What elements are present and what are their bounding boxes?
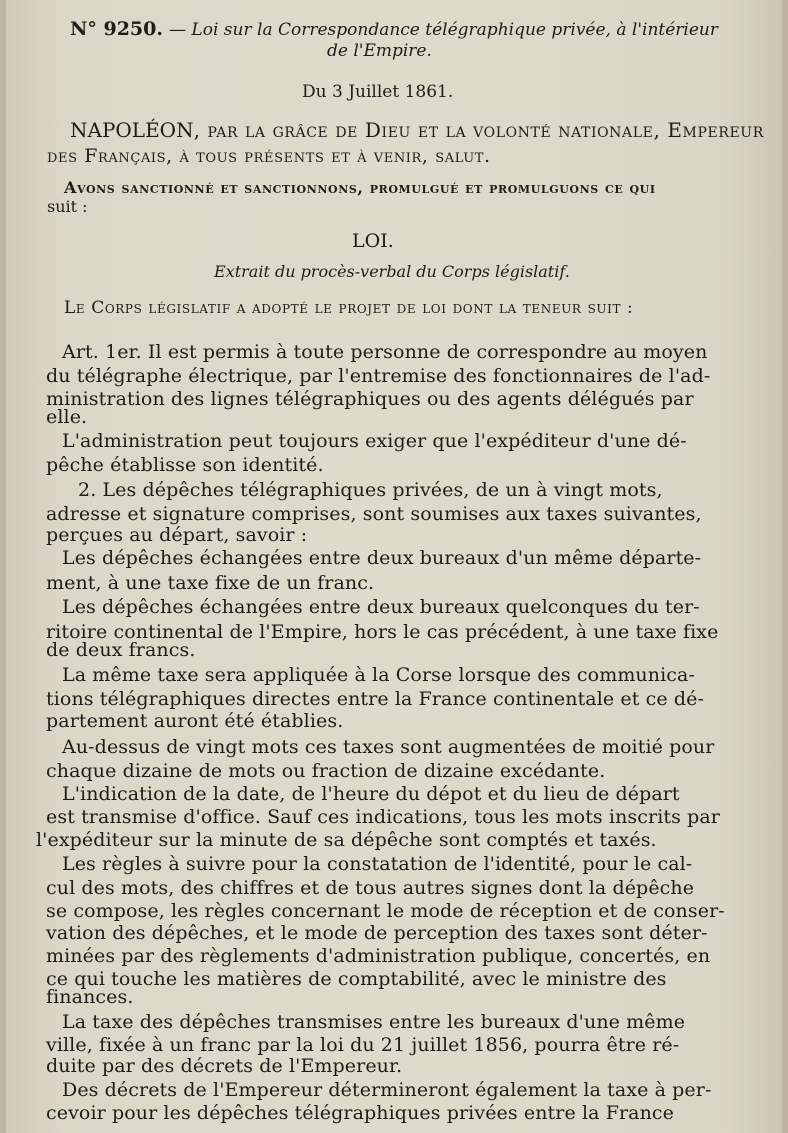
body-line-21: est transmise d'office. Sauf ces indications, tous les mots inscrits par (46, 806, 720, 828)
preamble-line1 (70, 118, 764, 142)
body-line-9: perçues au départ, savoir : (46, 524, 308, 546)
law-header-line1 (70, 18, 718, 40)
left-page-edge (0, 0, 6, 1133)
body-line-6: pêche établisse son identité. (46, 454, 324, 476)
body-line-28: ce qui touche les matières de comptabilité, avec le ministre des (46, 968, 667, 990)
body-line-23: Les règles à suivre pour la constatation de l'identité, pour le cal- (62, 853, 693, 875)
body-line-32: duite par des décrets de l'Empereur. (46, 1055, 403, 1077)
preamble-line2: des Français, à tous présents et à venir, salut. (47, 145, 491, 167)
body-line-22: l'expéditeur sur la minute de sa dépêche sont comptés et taxés. (36, 829, 657, 851)
body-line-27: minées par des règlements d'administration publique, concertés, en (46, 945, 711, 967)
extract-line: Extrait du procès-verbal du Corps législatif. (214, 262, 570, 281)
law-title-part1: — Loi sur la Correspondance télégraphique privée, à l'intérieur (169, 20, 718, 40)
law-heading: LOI. (352, 230, 394, 252)
body-line-31: ville, fixée à un franc par la loi du 21 juillet 1856, pourra être ré- (46, 1034, 680, 1056)
emperor-name: NAPOLÉON (70, 118, 194, 142)
body-line-18: Au-dessus de vingt mots ces taxes sont augmentées de moitié pour (62, 736, 715, 758)
body-line-4: elle. (46, 406, 88, 428)
preamble-line1-rest: , par la grâce de Dieu et la volonté nationale, Empereur (193, 118, 764, 142)
body-line-16: tions télégraphiques directes entre la France continentale et ce dé- (46, 688, 704, 710)
law-title-part2: de l'Empire. (327, 41, 432, 61)
law-date: Du 3 Juillet 1861. (302, 82, 454, 102)
body-line-8: adresse et signature comprises, sont soumises aux taxes suivantes, (46, 503, 702, 525)
right-page-edge (782, 0, 788, 1133)
body-line-10: Les dépêches échangées entre deux bureaux d'un même départe- (62, 547, 702, 569)
body-line-30: La taxe des dépêches transmises entre les bureaux d'une même (62, 1011, 686, 1033)
body-line-24: cul des mots, des chiffres et de tous autres signes dont la dépêche (46, 877, 695, 899)
body-line-34: cevoir pour les dépêches télégraphiques privées entre la France (46, 1102, 675, 1124)
body-line-12: Les dépêches échangées entre deux bureaux quelconques du ter- (62, 596, 700, 618)
body-line-33: Des décrets de l'Empereur détermineront également la taxe à per- (62, 1079, 712, 1101)
body-line-17: partement auront été établies. (46, 710, 344, 732)
avons-line2: suit : (47, 197, 88, 216)
adopted-line: Le Corps législatif a adopté le projet de loi dont la teneur suit : (64, 298, 634, 318)
avons-line1: Avons sanctionné et sanctionnons, promulgué et promulguons ce qui (64, 178, 656, 197)
body-line-29: finances. (46, 986, 134, 1008)
body-line-20: L'indication de la date, de l'heure du dépot et du lieu de départ (62, 783, 680, 805)
body-line-13: ritoire continental de l'Empire, hors le cas précédent, à une taxe fixe (46, 621, 719, 643)
body-line-1: Art. 1er. Il est permis à toute personne de correspondre au moyen (62, 341, 708, 363)
body-line-14: de deux francs. (46, 639, 196, 661)
body-line-11: ment, à une taxe fixe de un franc. (46, 572, 375, 594)
body-line-7: 2. Les dépêches télégraphiques privées, de un à vingt mots, (78, 479, 663, 501)
body-line-19: chaque dizaine de mots ou fraction de dizaine excédante. (46, 760, 606, 782)
body-line-2: du télégraphe électrique, par l'entremise des fonctionnaires de l'ad- (46, 365, 711, 387)
body-line-26: vation des dépêches, et le mode de perception des taxes sont déter- (46, 922, 708, 944)
body-line-25: se compose, les règles concernant le mode de réception et de conser- (46, 900, 725, 922)
body-line-3: ministration des lignes télégraphiques ou des agents délégués par (46, 388, 694, 410)
law-number: N° 9250. (70, 18, 163, 40)
body-line-5: L'administration peut toujours exiger que l'expéditeur d'une dé- (62, 430, 687, 452)
cropped-top-line (70, 0, 430, 8)
body-line-15: La même taxe sera appliquée à la Corse lorsque des communica- (62, 664, 695, 686)
